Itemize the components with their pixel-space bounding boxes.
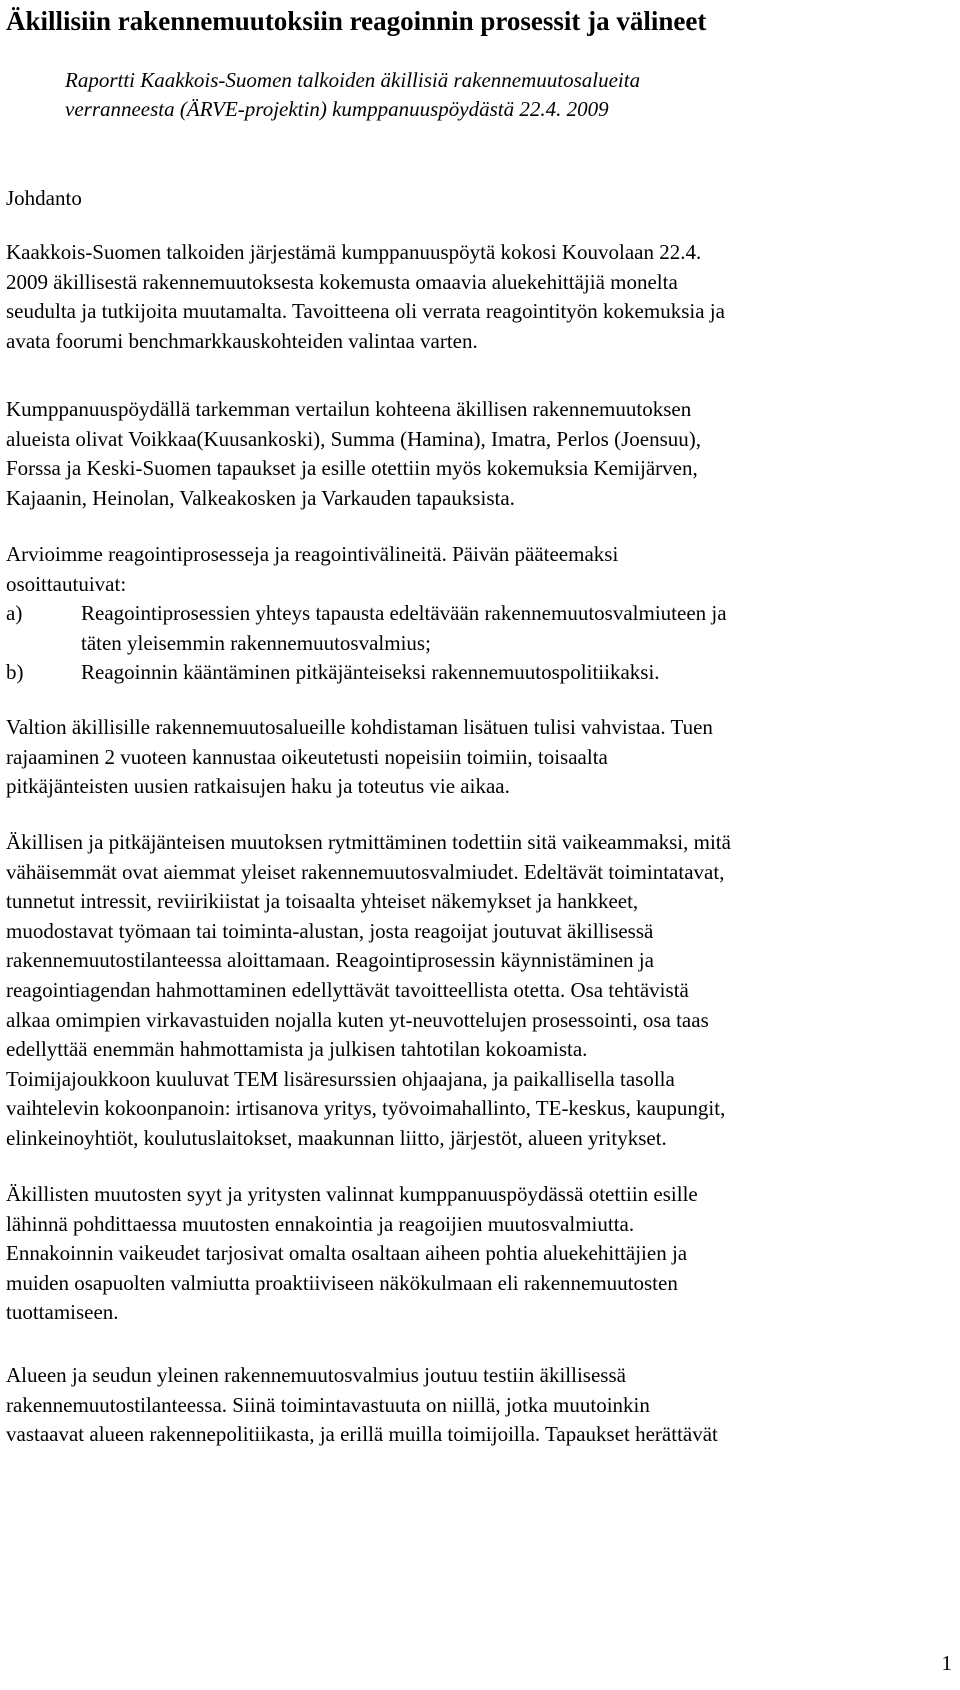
- paragraph-line: Valtion äkillisille rakennemuutosalueille kohdistaman lisätuen tulisi vahvistaa. Tuen: [6, 715, 713, 739]
- paragraph-line: tunnetut intressit, reviirikiistat ja toisaalta yhteiset näkemykset ja hankkeet,: [6, 889, 639, 914]
- paragraph-line: Kajaanin, Heinolan, Valkeakosken ja Varkauden tapauksista.: [6, 485, 515, 510]
- subtitle-line: Raportti Kaakkois-Suomen talkoiden äkillisiä rakennemuutosalueita: [65, 68, 641, 92]
- paragraph-line: vastaavat alueen rakennepolitiikasta, ja erillä muilla toimijoilla. Tapaukset herättävät: [6, 1422, 718, 1447]
- paragraph-line: pitkäjänteisten uusien ratkaisujen haku ja toteutus vie aikaa.: [6, 774, 510, 799]
- paragraph-line: alkaa omimpien virkavastuiden nojalla kuten yt-neuvottelujen prosessointi, osa taas: [6, 1007, 709, 1032]
- page-number: 1: [941, 1651, 952, 1675]
- list-marker: b): [6, 660, 24, 685]
- paragraph-line: Äkillisen ja pitkäjänteisen muutoksen rytmittäminen todettiin sitä vaikeammaksi, mitä: [6, 830, 731, 854]
- paragraph-line: Äkillisten muutosten syyt ja yritysten valinnat kumppanuuspöydässä otettiin esille: [6, 1182, 698, 1206]
- paragraph-line: rakennemuutostilanteessa aloittamaan. Reagointiprosessin käynnistäminen ja: [6, 948, 654, 973]
- paragraph: [6, 1361, 946, 1450]
- paragraph-line: seudulta ja tutkijoita muutamalta. Tavoitteena oli verrata reagointityön kokemuksia ja: [6, 299, 725, 324]
- paragraph-line: rajaaminen 2 vuoteen kannustaa oikeutetusti nopeisiin toimiin, toisaalta: [6, 744, 608, 769]
- paragraph-line: 2009 äkillisestä rakennemuutoksesta kokemusta omaavia aluekehittäjiä monelta: [6, 269, 678, 294]
- paragraph-line: osoittautuivat:: [6, 571, 127, 596]
- paragraph-line: avata foorumi benchmarkkauskohteiden valintaa varten.: [6, 328, 478, 353]
- paragraph-line: muiden osapuolten valmiutta proaktiiviseen näkökulmaan eli rakennemuutosten: [6, 1270, 678, 1295]
- paragraph-line: vaihtelevin kokoonpanoin: irtisanova yritys, työvoimahallinto, TE-keskus, kaupungit,: [6, 1096, 726, 1121]
- paragraph-line: rakennemuutostilanteessa. Siinä toimintavastuuta on niillä, jotka muutoinkin: [6, 1392, 650, 1417]
- paragraph-line: reagointiagendan hahmottaminen edellyttävät tavoitteellista otetta. Osa tehtävistä: [6, 977, 689, 1002]
- paragraph: [6, 713, 946, 802]
- paragraph-line: vähäisemmät ovat aiemmat yleiset rakennemuutosvalmiudet. Edeltävät toimintatavat,: [6, 859, 725, 884]
- list-item-line: täten yleisemmin rakennemuutosvalmius;: [81, 630, 431, 655]
- paragraph-line: Ennakoinnin vaikeudet tarjosivat omalta osaltaan aiheen pohtia aluekehittäjien ja: [6, 1241, 688, 1266]
- list-item-line: Reagointiprosessien yhteys tapausta edeltävään rakennemuutosvalmiuteen ja: [81, 601, 727, 625]
- paragraph-line: Arvioimme reagointiprosesseja ja reagointivälineitä. Päivän pääteemaksi: [6, 542, 619, 566]
- section-heading: Johdanto: [6, 186, 82, 210]
- document-title: Äkillisiin rakennemuutoksiin reagoinnin prosessit ja välineet: [6, 6, 707, 36]
- paragraph-line: Kumppanuuspöydällä tarkemman vertailun kohteena äkillisen rakennemuutoksen: [6, 397, 692, 421]
- list-item: [6, 658, 946, 688]
- paragraph: [6, 828, 946, 1154]
- paragraph-line: Kaakkois-Suomen talkoiden järjestämä kumppanuuspöytä kokosi Kouvolaan 22.4.: [6, 240, 702, 264]
- paragraph-line: Alueen ja seudun yleinen rakennemuutosvalmius joutuu testiin äkillisessä: [6, 1363, 626, 1387]
- paragraph-line: Forssa ja Keski-Suomen tapaukset ja esille otettiin myös kokemuksia Kemijärven,: [6, 456, 698, 481]
- subtitle-line: verranneesta (ÄRVE-projektin) kumppanuuspöydästä 22.4. 2009: [65, 97, 609, 121]
- paragraph-line: lähinnä pohdittaessa muutosten ennakointia ja reagoijien muutosvalmiutta.: [6, 1211, 635, 1236]
- paragraph-line: elinkeinoyhtiöt, koulutuslaitokset, maakunnan liitto, järjestöt, alueen yritykset.: [6, 1125, 667, 1150]
- paragraph: [6, 238, 946, 356]
- paragraph: [6, 395, 946, 513]
- paragraph-line: tuottamiseen.: [6, 1300, 119, 1325]
- theme-list: [6, 599, 946, 688]
- paragraph-line: Toimijajoukkoon kuuluvat TEM lisäresurssien ohjaajana, ja paikallisella tasolla: [6, 1066, 675, 1091]
- paragraph-line: muodostavat työmaan tai toiminta-alustan, josta reagoijat joutuvat äkillisessä: [6, 918, 654, 943]
- paragraph: [6, 540, 946, 599]
- paragraph: [6, 1180, 946, 1328]
- list-item: [6, 599, 946, 658]
- document-subtitle: [65, 66, 905, 124]
- paragraph-line: alueista olivat Voikkaa(Kuusankoski), Summa (Hamina), Imatra, Perlos (Joensuu),: [6, 426, 701, 451]
- paragraph-line: edellyttää enemmän hahmottamista ja julkisen tahtotilan kokoamista.: [6, 1037, 588, 1062]
- list-item-line: Reagoinnin kääntäminen pitkäjänteiseksi rakennemuutospolitiikaksi.: [81, 660, 660, 685]
- list-marker: a): [6, 601, 23, 625]
